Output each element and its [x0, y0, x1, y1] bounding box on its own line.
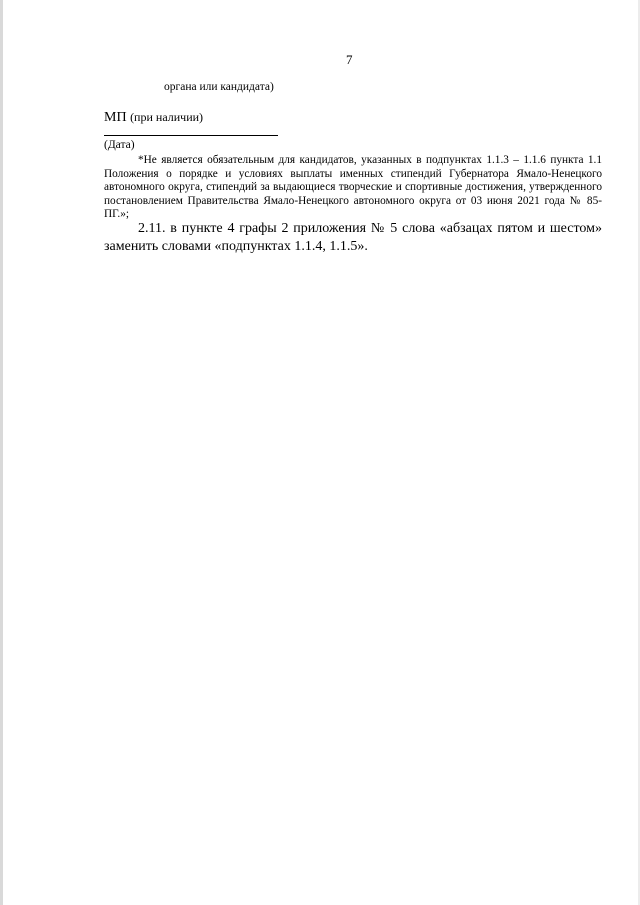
- page-left-edge: [0, 0, 3, 905]
- organ-caption: органа или кандидата): [164, 81, 274, 93]
- amendment-paragraph: 2.11. в пункте 4 графы 2 приложения № 5 слова «абзацах пятом и шестом» заменить словами «подпунктах 1.1.4, 1.1.5».: [104, 221, 602, 254]
- page-number: 7: [346, 52, 353, 67]
- stamp-label: МП: [104, 110, 127, 125]
- footnote-paragraph: *Не является обязательным для кандидатов, указанных в подпунктах 1.1.3 – 1.1.6 пункта 1.1 Положения о порядке и условиях выплаты именных стипендий Губернатора Ямало-Ненецкого автономного округа, стипендий за выдающиеся творческие и спортивные достижения, утвержденного постановлением Правительства Ямало-Ненецкого автономного округа от 03 июня 2021 года № 85-ПГ.»;: [104, 154, 602, 221]
- stamp-note: (при наличии): [130, 110, 204, 124]
- date-caption: (Дата): [104, 139, 135, 151]
- stamp-line: [104, 109, 203, 126]
- date-signature-line: [104, 135, 278, 136]
